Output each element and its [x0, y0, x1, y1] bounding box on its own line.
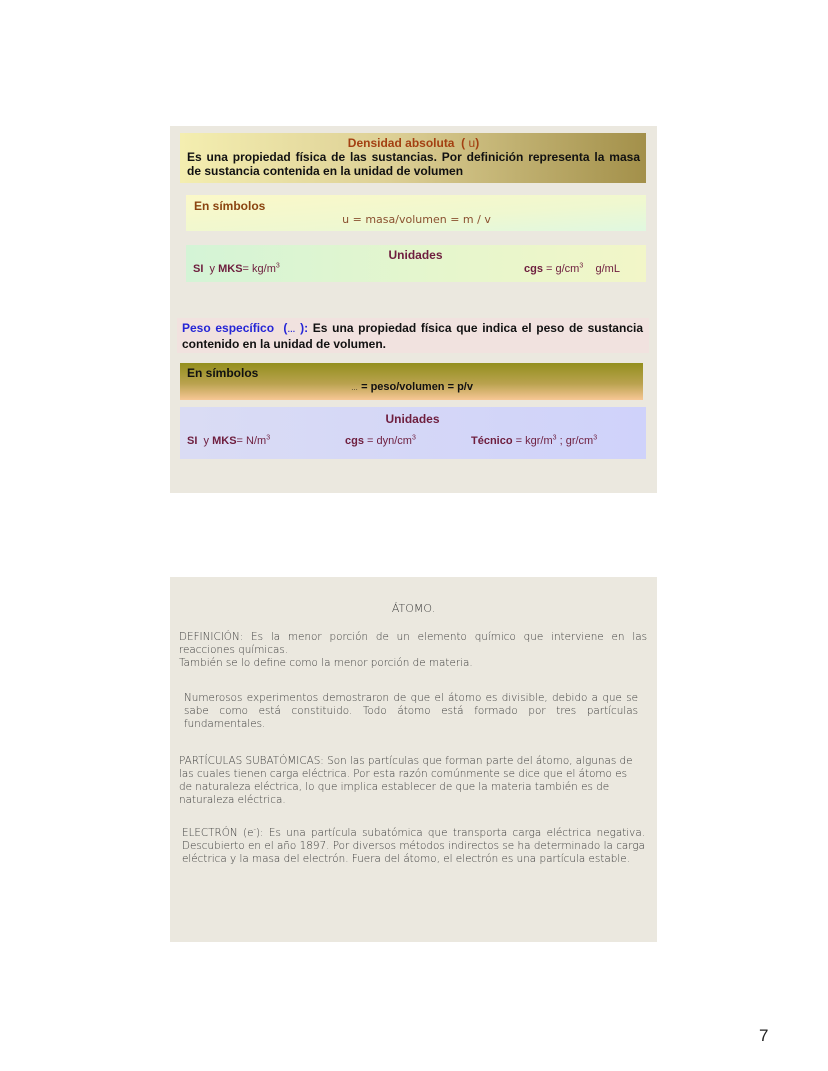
cgs-value: = dyn/cm — [363, 435, 412, 447]
slide-density-specific-weight — [170, 126, 657, 493]
weight-symbol: … — [351, 385, 359, 392]
density-title — [187, 136, 640, 150]
density-title-text: Densidad absoluta — [347, 136, 455, 150]
sw-symbol: … — [287, 325, 296, 334]
density-si-units — [193, 263, 280, 275]
density-symbols-box — [186, 195, 646, 231]
density-cgs-units — [524, 263, 620, 275]
atom-title: ÁTOMO. — [391, 602, 436, 615]
weight-units-title: Unidades — [385, 412, 440, 426]
electron-label: ELECTRÓN (e — [182, 827, 254, 839]
sw-definition-text: Es una propiedad física que indica el peso de sustancia contenido en la unidad de volumen. — [182, 321, 643, 351]
density-units-box — [186, 245, 646, 282]
atom-definition — [179, 631, 647, 670]
electron-description: ): Es una partícula subatómica que transporta carga eléctrica negativa. Descubierto en el año 1897. Por diversos métodos indirectos se ha determinado la carga eléctrica y la masa del electrón. Fuera del átomo, el electrón es una partícula estable. — [182, 827, 645, 865]
si-label: SI — [187, 435, 198, 447]
sw-paren-close: ): — [300, 321, 309, 335]
specific-weight-definition — [182, 321, 643, 352]
density-formula: u = masa/volumen = m / v — [342, 213, 491, 226]
density-symbols-label: En símbolos — [194, 199, 266, 213]
weight-symbols-label: En símbolos — [187, 366, 259, 380]
weight-formula — [187, 380, 637, 396]
specific-weight-label — [182, 321, 308, 335]
density-definition: Es una propiedad física de las sustancias. Por definición representa la masa de sustancia contenida en la unidad de volumen — [187, 150, 640, 178]
electron-charge-sup: - — [253, 825, 256, 834]
weight-cgs-units — [345, 435, 416, 447]
cgs-label: cgs — [345, 435, 364, 447]
specific-weight-title: Peso específico — [182, 321, 275, 335]
mks-label: MKS — [218, 263, 243, 275]
atom-definition-alt: También se lo define como la menor porción de materia. — [179, 657, 473, 669]
and-text: y — [203, 435, 210, 447]
cgs-value: = g/cm — [542, 263, 580, 275]
technical-exponent: 3 — [552, 434, 557, 442]
page-number: 7 — [759, 1026, 769, 1045]
sw-paren-open: ( — [283, 321, 288, 335]
technical-alt-value: ; gr/cm — [556, 435, 594, 447]
si-exponent: 3 — [266, 434, 271, 442]
cgs-exponent: 3 — [579, 262, 584, 270]
cgs-label: cgs — [524, 263, 543, 275]
cgs-exponent: 3 — [411, 434, 416, 442]
density-symbol: u — [468, 136, 476, 150]
atom-definition-text: DEFINICIÓN: Es la menor porción de un elemento químico que interviene en las reacciones químicas. — [179, 631, 647, 656]
cgs-alt-value: g/mL — [595, 263, 620, 275]
si-value: = N/m — [236, 435, 267, 447]
weight-symbols-box — [180, 363, 643, 400]
density-units-row — [193, 262, 638, 278]
mks-label: MKS — [212, 435, 237, 447]
si-label: SI — [193, 263, 204, 275]
weight-si-units — [187, 435, 270, 447]
technical-value: = kgr/m — [512, 435, 553, 447]
weight-technical-units — [471, 435, 597, 447]
subatomic-particles-text: PARTÍCULAS SUBATÓMICAS: Son las partículas que forman parte del átomo, algunas de las cuales tienen carga eléctrica. Por esta razón comúnmente se dice que el átomo es de naturaleza eléctrica, lo que implica establecer de que la materia también es de naturaleza eléctrica. — [179, 755, 633, 806]
weight-units-row — [187, 434, 638, 450]
and-text: y — [209, 263, 216, 275]
technical-label: Técnico — [471, 435, 513, 447]
density-units-title: Unidades — [388, 248, 443, 262]
density-paren-close: ) — [475, 136, 480, 150]
electron-text — [182, 827, 645, 866]
specific-weight-box — [177, 318, 649, 353]
atom-experiments-text: Numerosos experimentos demostraron de que el átomo es divisible, debido a que se sabe como está constituido. Todo átomo está formado por tres partículas fundamentales. — [184, 692, 638, 730]
density-paren-open: ( — [461, 136, 466, 150]
technical-alt-exponent: 3 — [593, 434, 598, 442]
si-exponent: 3 — [275, 262, 280, 270]
weight-formula-text: = peso/volumen = p/v — [358, 381, 473, 393]
si-value: = kg/m — [242, 263, 276, 275]
weight-units-box — [180, 407, 646, 459]
density-definition-box — [180, 133, 646, 183]
slide-atom — [170, 577, 657, 942]
